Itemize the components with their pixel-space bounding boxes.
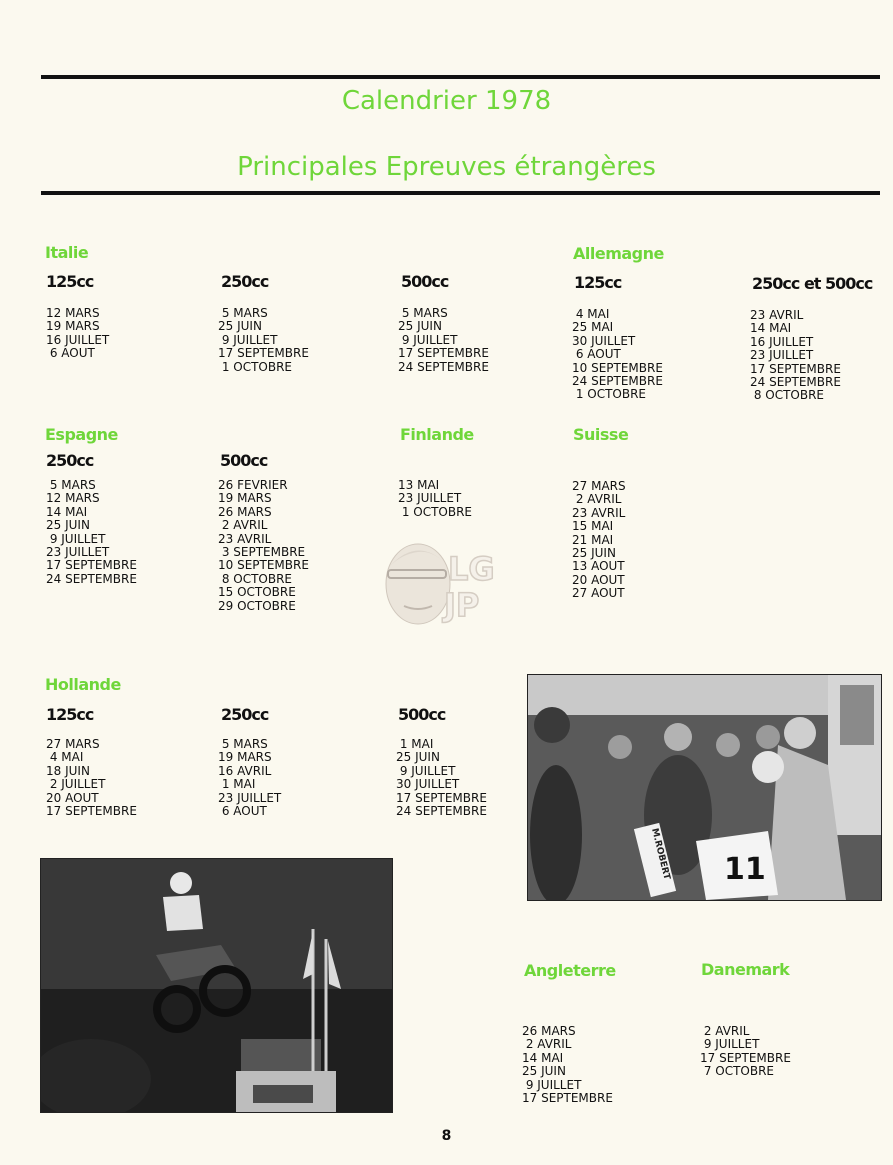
date-item: 5 MARS (398, 306, 448, 320)
date-item: 25 JUIN (218, 319, 262, 334)
country-suisse: Suisse (573, 425, 629, 444)
date-item: 12 MARS (46, 306, 100, 320)
date-item: 8 OCTOBRE (218, 571, 293, 586)
man-head (784, 717, 816, 749)
dates-allemagne-250-500 (750, 309, 841, 403)
portrait-logo (384, 536, 514, 628)
dates-angleterre (522, 1025, 613, 1105)
bottom-rule (41, 191, 880, 195)
date-item: 19 MARS (218, 491, 272, 506)
dates-hollande-250 (218, 738, 281, 818)
date-item: 27 MARS (46, 737, 100, 751)
date-item: 9 JUILLET (396, 763, 456, 778)
rider-jersey (163, 895, 203, 931)
date-item: 17 SEPTEMBRE (700, 1050, 791, 1065)
dates-espagne-250 (46, 479, 137, 586)
date-item: 17 SEPTEMBRE (398, 346, 489, 361)
date-item: 26 MARS (218, 504, 272, 519)
logo-text-jp: JP (444, 586, 480, 624)
class-espagne-250: 250cc (46, 451, 94, 470)
class-hollande-250: 250cc (221, 705, 269, 724)
tower-window (253, 1085, 313, 1103)
date-item: 2 AVRIL (522, 1037, 572, 1052)
country-italie: Italie (45, 243, 89, 262)
class-italie-250: 250cc (221, 272, 269, 291)
person-left-head (534, 707, 570, 743)
date-item: 9 JUILLET (46, 531, 106, 546)
date-item: 1 OCTOBRE (572, 387, 647, 402)
date-item: 25 JUIN (396, 750, 440, 765)
page-subtitle: Principales Epreuves étrangères (237, 152, 656, 182)
class-allemagne-250-500: 250cc et 500cc (752, 274, 873, 293)
date-item: 8 OCTOBRE (750, 388, 825, 403)
date-item: 9 JUILLET (700, 1037, 760, 1052)
date-item: 9 JUILLET (522, 1077, 582, 1092)
date-item: 25 JUIN (398, 319, 442, 334)
date-item: 6 AOUT (46, 346, 95, 361)
date-item: 23 AVRIL (750, 308, 804, 322)
date-item: 4 MAI (46, 750, 84, 765)
date-item: 6 AOUT (572, 347, 621, 362)
crowd-head (664, 723, 692, 751)
ceremony-photo-image (528, 675, 881, 900)
dates-hollande-500 (396, 738, 487, 818)
date-item: 24 SEPTEMBRE (46, 571, 137, 586)
person-left-body (530, 765, 582, 900)
ceremony-photo (527, 674, 882, 901)
class-italie-500: 500cc (401, 272, 449, 291)
date-item: 7 OCTOBRE (700, 1064, 775, 1079)
date-item: 23 JUILLET (46, 545, 110, 560)
date-item: 2 AVRIL (572, 492, 622, 507)
date-item: 16 JUILLET (46, 332, 110, 347)
flowers (752, 751, 784, 783)
dates-finlande (398, 479, 472, 519)
date-item: 1 OCTOBRE (398, 504, 473, 519)
date-item: 17 SEPTEMBRE (522, 1091, 613, 1106)
date-item: 16 JUILLET (750, 334, 814, 349)
date-item: 25 JUIN (572, 546, 616, 561)
date-item: 10 SEPTEMBRE (218, 558, 309, 573)
date-item: 17 SEPTEMBRE (46, 558, 137, 573)
class-italie-125: 125cc (46, 272, 94, 291)
date-item: 2 AVRIL (700, 1024, 750, 1038)
date-item: 14 MAI (750, 321, 792, 336)
date-item: 1 OCTOBRE (218, 359, 293, 374)
date-item: 30 JUILLET (396, 777, 460, 792)
country-danemark: Danemark (701, 960, 790, 979)
date-item: 19 MARS (218, 750, 272, 765)
dates-italie-125 (46, 307, 109, 361)
country-espagne: Espagne (45, 425, 118, 444)
date-item: 27 AOUT (572, 586, 625, 601)
spectators (241, 1039, 321, 1071)
date-item: 24 SEPTEMBRE (750, 375, 841, 390)
date-item: 19 MARS (46, 319, 100, 334)
date-item: 23 AVRIL (218, 531, 272, 546)
date-item: 17 SEPTEMBRE (396, 790, 487, 805)
date-item: 5 MARS (46, 478, 96, 492)
date-item: 23 JUILLET (750, 348, 814, 363)
date-item: 3 SEPTEMBRE (218, 545, 306, 560)
date-item: 12 MARS (46, 491, 100, 506)
date-item: 25 JUIN (46, 518, 90, 533)
dates-italie-250 (218, 307, 309, 374)
date-item: 17 SEPTEMBRE (46, 804, 137, 819)
date-item: 2 AVRIL (218, 518, 268, 533)
date-item: 26 MARS (522, 1024, 576, 1038)
date-item: 27 MARS (572, 479, 626, 493)
motocross-photo (40, 858, 393, 1113)
page-title: Calendrier 1978 (341, 86, 552, 116)
page-number: 8 (441, 1128, 452, 1144)
country-hollande: Hollande (45, 675, 121, 694)
date-item: 9 JUILLET (398, 332, 458, 347)
date-item: 24 SEPTEMBRE (396, 804, 487, 819)
date-item: 29 OCTOBRE (218, 598, 296, 613)
date-item: 16 AVRIL (218, 763, 272, 778)
portrait-head (386, 544, 450, 624)
date-item: 25 MAI (572, 320, 614, 335)
dates-espagne-500 (218, 479, 309, 613)
date-item: 5 MARS (218, 306, 268, 320)
date-item: 14 MAI (522, 1050, 564, 1065)
date-item: 21 MAI (572, 532, 614, 547)
date-item: 13 AOUT (572, 559, 625, 574)
crowd-head (756, 725, 780, 749)
date-item: 14 MAI (46, 504, 88, 519)
date-item: 30 JUILLET (572, 333, 636, 348)
date-item: 17 SEPTEMBRE (218, 346, 309, 361)
date-item: 23 JUILLET (398, 491, 462, 506)
dates-allemagne-125 (572, 308, 663, 402)
date-item: 24 SEPTEMBRE (572, 374, 663, 389)
class-hollande-500: 500cc (398, 705, 446, 724)
dates-suisse (572, 480, 626, 601)
date-item: 23 AVRIL (572, 505, 626, 520)
date-item: 1 MAI (218, 777, 256, 792)
date-item: 9 JUILLET (218, 332, 278, 347)
rider-helmet (170, 872, 192, 894)
date-item: 6 AOUT (218, 804, 267, 819)
date-item: 15 OCTOBRE (218, 585, 296, 600)
date-item: 24 SEPTEMBRE (398, 359, 489, 374)
crowd-head (608, 735, 632, 759)
date-item: 20 AOUT (572, 572, 625, 587)
logo-text-lg: LG (448, 550, 495, 588)
date-item: 10 SEPTEMBRE (572, 360, 663, 375)
date-item: 25 JUIN (522, 1064, 566, 1079)
date-item: 13 MAI (398, 478, 440, 492)
country-allemagne: Allemagne (573, 244, 664, 263)
class-espagne-500: 500cc (220, 451, 268, 470)
class-allemagne-125: 125cc (574, 273, 622, 292)
date-item: 2 JUILLET (46, 777, 106, 792)
date-item: 5 MARS (218, 737, 268, 751)
dates-italie-500 (398, 307, 489, 374)
motocross-photo-image (41, 859, 392, 1112)
bib-number: 11 (724, 852, 766, 887)
date-item: 15 MAI (572, 519, 614, 534)
class-hollande-125: 125cc (46, 705, 94, 724)
country-angleterre: Angleterre (524, 961, 616, 980)
date-item: 20 AOUT (46, 790, 99, 805)
date-item: 18 JUIN (46, 763, 90, 778)
van-window (840, 685, 874, 745)
crowd-head (716, 733, 740, 757)
date-item: 1 MAI (396, 737, 434, 751)
dates-danemark (700, 1025, 791, 1079)
date-item: 26 FEVRIER (218, 478, 288, 492)
country-finlande: Finlande (400, 425, 474, 444)
top-rule (41, 75, 880, 79)
date-item: 23 JUILLET (218, 790, 282, 805)
banner-text: M.ROBERT (649, 827, 672, 881)
date-item: 17 SEPTEMBRE (750, 361, 841, 376)
date-item: 4 MAI (572, 307, 610, 321)
dates-hollande-125 (46, 738, 137, 818)
